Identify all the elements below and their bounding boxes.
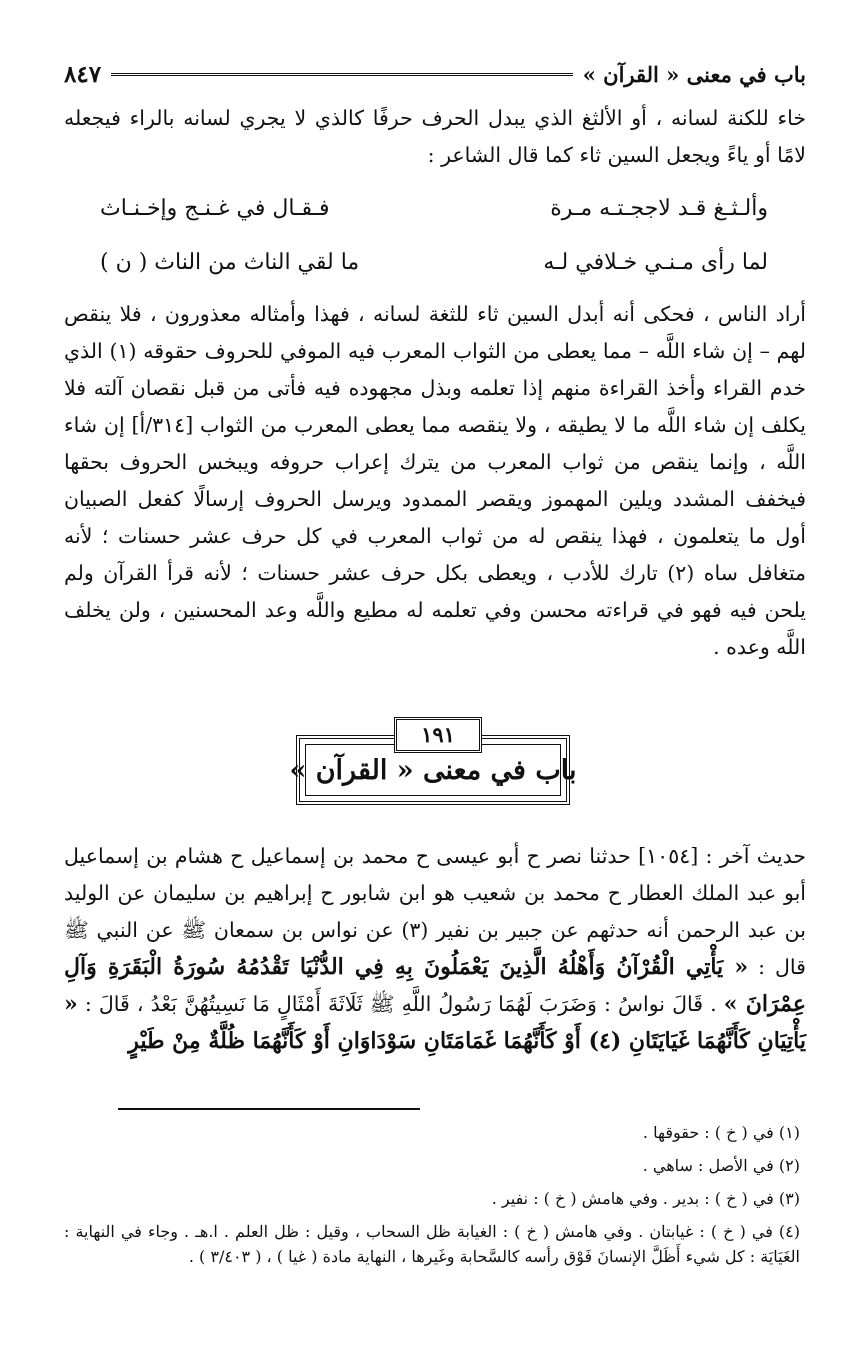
- paragraph-1: خاء للكنة لسانه ، أو الألثغ الذي يبدل الحرف حرفًا كالذي لا يجري لسانه بالراء فيجعله لامًا أو ياءً ويجعل السين ثاء كما قال الشاعر :: [64, 106, 806, 167]
- hadith-middle: . قَالَ نواسُ : وَضَرَبَ لَهُمَا رَسُولُ اللَّهِ ﷺ ثَلَاثَةَ أَمْثَالٍ مَا نَسِيتُهُنَّ بَعْدُ ، قَالَ :: [84, 992, 717, 1016]
- footnotes: [64, 1120, 800, 1269]
- hadith-paragraph: [64, 838, 806, 1060]
- running-header-title: باب في معنى « القرآن »: [582, 61, 806, 87]
- footnote-1: (١) في ( خ ) : حقوقها .: [642, 1123, 800, 1142]
- footnote-4: (٤) في ( خ ) : غيابتان . وفي هامش ( خ ) : الغيابة ظل السحاب ، وقيل : ظل العلم . ا.هـ . وجاء في النهاية : الغَيَايَة : كل شيء أَظَلَّ الإنسانَ فَوْق رأسه كالسَّحابة وغَيرها ، النهاية مادة ( غيا ) ، ( ٣/٤٠٣ ) .: [64, 1222, 800, 1266]
- verse-1-second-hemistich: فـقـال في غـنـج وإخـنـاث: [100, 196, 330, 221]
- chapter-heading: [290, 717, 576, 817]
- verse-line-1: [100, 196, 768, 221]
- verse-line-2: [100, 250, 768, 275]
- paragraph-2: أراد الناس ، فحكى أنه أبدل السين ثاء للثغة لسانه ، فهذا وأمثاله معذورون ، فلا ينقص لهم – إن شاء اللَّه – مما يعطى من الثواب المعرب فيه الموفي للحروف حقوقه (١) الذي خدم القراء وأخذ القراءة منهم إذا تعلمه وبذل مجهوده فيه فأتى من قبل نقصان آلته فلا يكلف إن شاء اللَّه ما لا يطيقه ، ولا ينقصه مما يعطى المعرب من الثواب [٣١٤/أ] إن شاء اللَّه ، وإنما ينقص من ثواب المعرب من يترك إعراب حروفه ويبخس الحروف بحقها فيخفف المشدد ويلين المهموز ويقصر الممدود ويرسل الحروف إرسالًا كفعل الصبيان أول ما يتعلمون ، فهذا ينقص له من ثواب المعرب في كل حرف عشر حسنات ؛ لأنه متغافل ساه (٢) تارك للأدب ، ويعطى بكل حرف عشر حسنات ؛ لأنه قرأ القرآن ولم يلحن فيه فهو في قراءته محسن وفي تعلمه له مطيع واللَّه وعد المحسنين ، ولن يخلف اللَّه وعده .: [64, 302, 807, 659]
- verse-2-first-hemistich: لما رأى مـنـي خـلافي لـه: [543, 250, 768, 275]
- running-header: [64, 54, 806, 94]
- chapter-title: باب في معنى « القرآن »: [289, 754, 577, 786]
- hadith-intro: حديث آخر : [١٠٥٤] حدثنا نصر ح أبو عيسى ح محمد بن إسماعيل ح هشام بن إسماعيل أبو عبد الملك العطار ح محمد بن شعيب هو ابن شابور ح إبراهيم بن سليمان عن الوليد بن عبد الرحمن أنه حدثهم عن جبير بن نفير (٣) عن نواس بن سمعان ﷺ عن النبي ﷺ قال :: [64, 844, 806, 979]
- verse-1-first-hemistich: وألـثـغ قـد لاججـتـه مـرة: [550, 196, 768, 221]
- chapter-number: ١٩١: [394, 717, 482, 753]
- header-rule: [111, 73, 573, 76]
- footnote-rule: [118, 1108, 420, 1110]
- footnote-2: (٢) في الأصل : ساهي .: [642, 1156, 800, 1175]
- page-number: ٨٤٧: [64, 60, 102, 88]
- hadith-quote-2: « يَأْتِيَانِ كَأَنَّهُمَا غَيَايَتَانِ (٤) أَوْ كَأَنَّهُمَا غَمَامَتَانِ سَوْدَاوَانِ أَوْ كَأَنَّهُمَا ظُلَّةٌ مِنْ طَيْرٍ: [64, 991, 806, 1054]
- hadith-quote-1: « يَأْتِي الْقُرْآنُ وَأَهْلُهُ الَّذِينَ يَعْمَلُونَ بِهِ فِي الدُّنْيَا تَقْدُمُهُ سُورَةُ الْبَقَرَةِ وَآلِ عِمْرَانَ »: [64, 954, 806, 1017]
- footnote-3: (٣) في ( خ ) : بدير . وفي هامش ( خ ) : نفير .: [491, 1189, 800, 1208]
- verse-2-second-hemistich: ما لقي الناث من الناث ( ن ): [100, 250, 360, 275]
